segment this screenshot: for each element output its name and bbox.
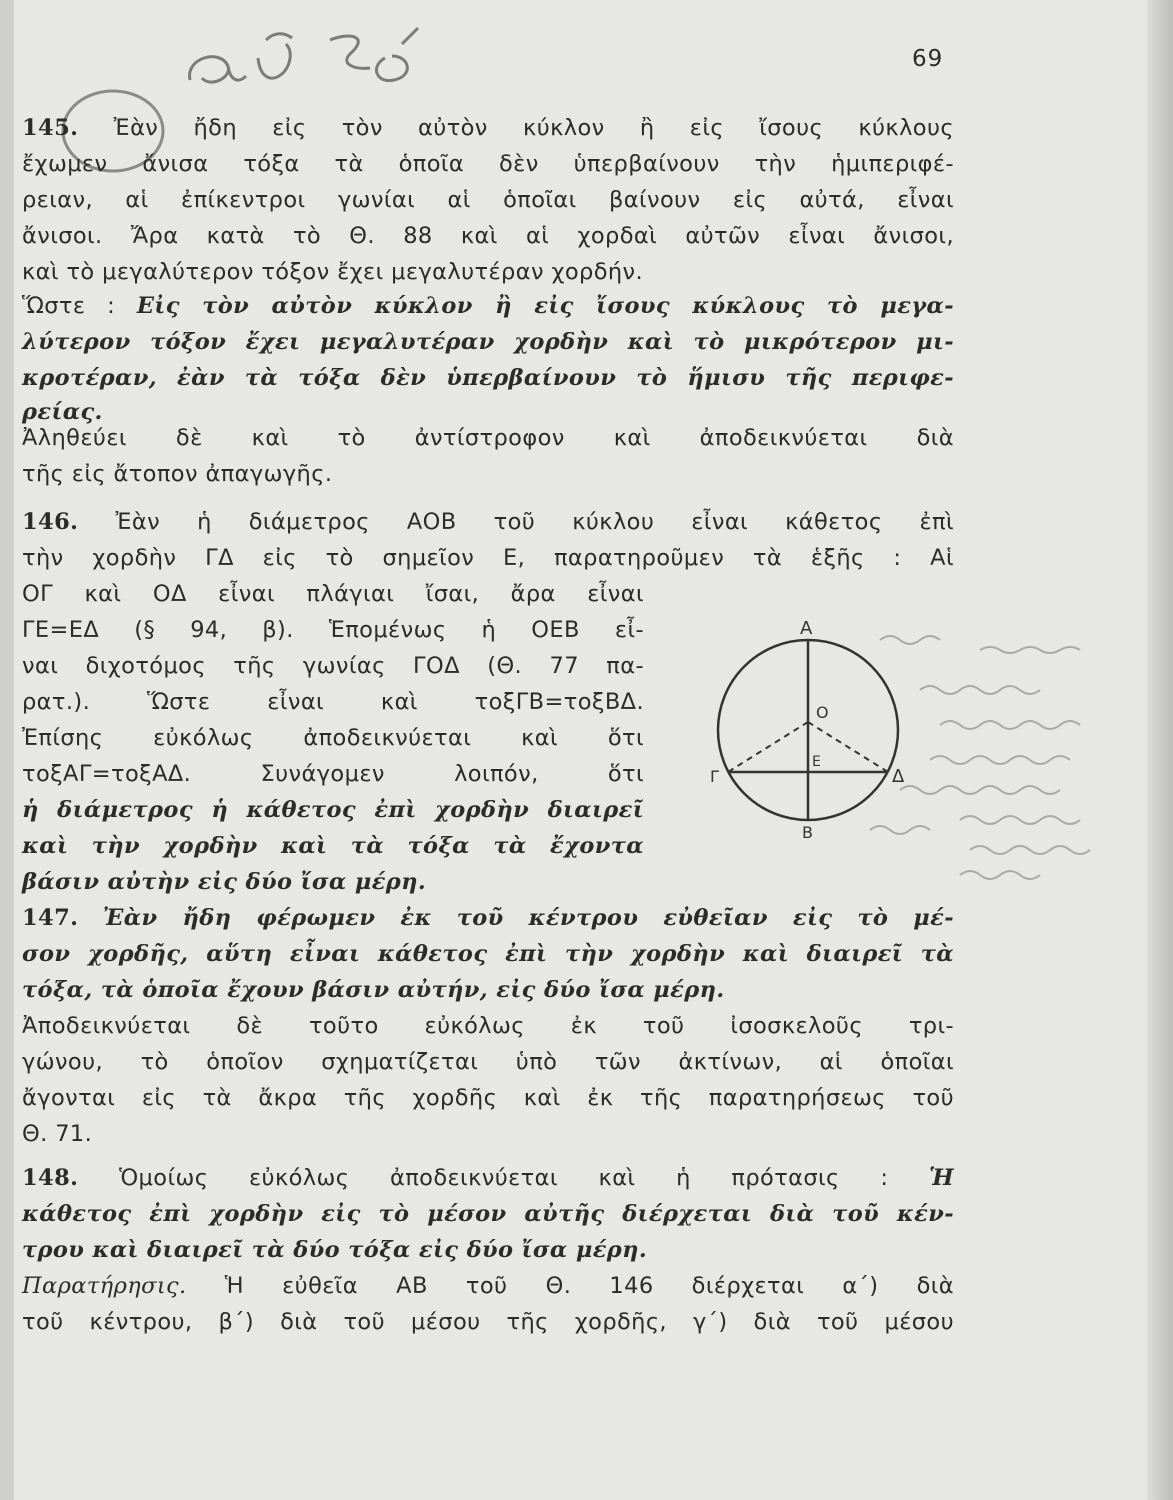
section-147-text-1: Ἐὰν ἤδη φέρωμεν ἐκ τοῦ κέντρου εὐθεῖαν εἰς τὸ μέ- <box>102 905 954 931</box>
label-E: Ε <box>812 754 821 770</box>
section-145-line-2: ἔχωμεν ἄνισα τόξα τὰ ὁποῖα δὲν ὑπερβαίνουν τὴν ἡμιπεριφέ- <box>22 151 954 177</box>
section-145-line-6 <box>22 288 954 324</box>
section-148-number: 148. <box>22 1165 79 1191</box>
section-147-line-6: ἄγονται εἰς τὰ ἄκρα τῆς χορδῆς καὶ ἐκ τῆς παρατηρήσεως τοῦ <box>22 1085 954 1111</box>
remark-heading: Παρατήρησις. <box>22 1273 187 1299</box>
label-B: Β <box>802 823 813 842</box>
section-147-line-4: Ἀποδεικνύεται δὲ τοῦτο εὐκόλως ἐκ τοῦ ἰσοσκελοῦς τρι- <box>22 1013 954 1039</box>
section-148-line-4 <box>22 1268 954 1304</box>
section-146-line-7: Ἐπίσης εὐκόλως ἀποδεικνύεται καὶ ὅτι <box>22 725 644 751</box>
section-146-text-1: Ἐὰν ἡ διάμετρος ΑΟΒ τοῦ κύκλου εἶναι κάθετος ἐπὶ <box>115 509 954 535</box>
section-145-line-1 <box>22 110 954 146</box>
section-146-line-5: ναι διχοτόμος τῆς γωνίας ΓΟΔ (Θ. 77 πα- <box>22 653 644 679</box>
label-G: Γ <box>710 767 719 786</box>
section-146-line-9: ἡ διάμετρος ἡ κάθετος ἐπὶ χορδὴν διαιρεῖ <box>22 797 644 823</box>
section-147-line-5: γώνου, τὸ ὁποῖον σχηματίζεται ὑπὸ τῶν ἀκτίνων, αἱ ὁποῖαι <box>22 1049 954 1075</box>
section-146-number: 146. <box>22 509 79 535</box>
section-145-line-3: ρειαν, αἱ ἐπίκεντροι γωνίαι αἱ ὁποῖαι βαίνουν εἰς αὐτά, εἶναι <box>22 187 954 213</box>
theorem-145-text-1: Εἰς τὸν αὐτὸν κύκλον ἢ εἰς ἴσους κύκλους τὸ μεγα- <box>136 293 954 319</box>
section-148-line-5: τοῦ κέντρου, β΄) διὰ τοῦ μέσου τῆς χορδῆς, γ΄) διὰ τοῦ μέσου <box>22 1309 954 1335</box>
section-145-text-1: Ἐὰν ἤδη εἰς τὸν αὐτὸν κύκλον ἢ εἰς ἴσους κύκλους <box>113 115 954 141</box>
section-146-line-4: ΓΕ=ΕΔ (§ 94, β). Ἑπομένως ἡ ΟΕΒ εἶ- <box>22 617 644 643</box>
section-145-line-9: ρείας. <box>22 399 103 425</box>
handwritten-annotation <box>180 18 470 98</box>
section-146-line-6: ρατ.). Ὥστε εἶναι καὶ τοξΓΒ=τοξΒΔ. <box>22 689 644 715</box>
section-147-line-3: τόξα, τὰ ὁποῖα ἔχουν βάσιν αὐτήν, εἰς δύο ἴσα μέρη. <box>22 977 725 1003</box>
section-147-number: 147. <box>22 905 79 931</box>
section-145-line-7: λύτερον τόξον ἔχει μεγαλυτέραν χορδὴν καὶ τὸ μικρότερον μι- <box>22 329 954 355</box>
section-145-line-8: κροτέραν, ἐὰν τὰ τόξα δὲν ὑπερβαίνουν τὸ ἥμισυ τῆς περιφε- <box>22 365 954 391</box>
section-148-text-1: Ὁμοίως εὐκόλως ἀποδεικνύεται καὶ ἡ πρότασις : <box>119 1165 889 1191</box>
section-147-line-1 <box>22 900 954 936</box>
section-147-line-2: σον χορδῆς, αὕτη εἶναι κάθετος ἐπὶ τὴν χορδὴν καὶ διαιρεῖ τὰ <box>22 941 954 967</box>
section-146-line-1 <box>22 504 954 540</box>
section-148-line-2: κάθετος ἐπὶ χορδὴν εἰς τὸ μέσον αὐτῆς διέρχεται διὰ τοῦ κέν- <box>22 1201 954 1227</box>
handwritten-margin-notes <box>860 620 1150 900</box>
section-145-line-5: καὶ τὸ μεγαλύτερον τόξον ἔχει μεγαλυτέραν χορδήν. <box>22 259 644 285</box>
section-148-theorem-start: Ἡ <box>928 1165 955 1191</box>
section-146-line-11: βάσιν αὐτὴν εἰς δύο ἴσα μέρη. <box>22 869 427 895</box>
page-right-edge <box>1147 0 1173 1500</box>
remark-text-1: Ἡ εὐθεῖα ΑΒ τοῦ Θ. 146 διέρχεται α΄) διὰ <box>224 1273 954 1299</box>
page-left-edge <box>0 0 14 1500</box>
section-145-line-10: Ἀληθεύει δὲ καὶ τὸ ἀντίστροφον καὶ ἀποδεικνύεται διὰ <box>22 425 954 451</box>
hoste-label: Ὥστε : <box>22 293 116 319</box>
label-D: Δ <box>892 766 905 787</box>
section-146-line-3: ΟΓ καὶ ΟΔ εἶναι πλάγιαι ἴσαι, ἄρα εἶναι <box>22 581 644 607</box>
label-A: Α <box>800 618 813 639</box>
section-146-line-8: τοξΑΓ=τοξΑΔ. Συνάγομεν λοιπόν, ὅτι <box>22 761 644 787</box>
section-147-line-7: Θ. 71. <box>22 1121 93 1147</box>
section-148-line-1 <box>22 1160 954 1196</box>
section-148-line-3: τρου καὶ διαιρεῖ τὰ δύο τόξα εἰς δύο ἴσα μέρη. <box>22 1237 648 1263</box>
radius-OG <box>728 722 808 772</box>
section-145-line-4: ἄνισοι. Ἄρα κατὰ τὸ Θ. 88 καὶ αἱ χορδαὶ αὐτῶν εἶναι ἄνισοι, <box>22 223 954 249</box>
page-number: 69 <box>912 46 944 72</box>
section-146-line-2: τὴν χορδὴν ΓΔ εἰς τὸ σημεῖον Ε, παρατηροῦμεν τὰ ἑξῆς : Αἱ <box>22 545 954 571</box>
section-145-line-11: τῆς εἰς ἄτοπον ἀπαγωγῆς. <box>22 461 333 487</box>
section-145-number: 145. <box>22 115 79 141</box>
label-O: Ο <box>816 703 829 722</box>
section-146-line-10: καὶ τὴν χορδὴν καὶ τὰ τόξα τὰ ἔχοντα <box>22 833 644 859</box>
